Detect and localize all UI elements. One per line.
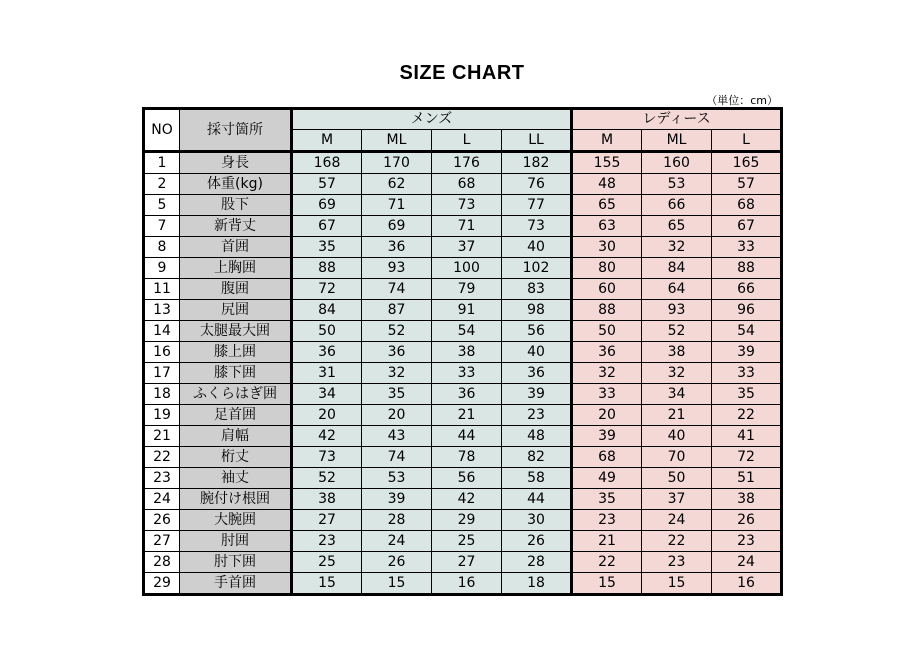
mens-value: 20	[362, 405, 432, 426]
row-number: 16	[144, 342, 180, 363]
mens-value: 40	[502, 237, 572, 258]
mens-value: 78	[432, 447, 502, 468]
ladies-value: 33	[572, 384, 642, 405]
mens-value: 25	[432, 531, 502, 552]
mens-value: 74	[362, 447, 432, 468]
ladies-value: 65	[572, 195, 642, 216]
measurement-part: 膝上囲	[180, 342, 292, 363]
mens-value: 38	[292, 489, 362, 510]
ladies-value: 20	[572, 405, 642, 426]
row-number: 1	[144, 152, 180, 174]
ladies-value: 88	[572, 300, 642, 321]
ladies-value: 23	[572, 510, 642, 531]
table-row	[144, 405, 782, 426]
table-row	[144, 279, 782, 300]
mens-value: 36	[292, 342, 362, 363]
mens-value: 36	[362, 237, 432, 258]
mens-value: 39	[502, 384, 572, 405]
ladies-value: 160	[642, 152, 712, 174]
ladies-value: 33	[712, 237, 782, 258]
ladies-value: 39	[712, 342, 782, 363]
row-number: 18	[144, 384, 180, 405]
mens-value: 48	[502, 426, 572, 447]
header-mens-size: L	[432, 130, 502, 152]
ladies-value: 26	[712, 510, 782, 531]
measurement-part: 股下	[180, 195, 292, 216]
ladies-value: 50	[572, 321, 642, 342]
measurement-part: 桁丈	[180, 447, 292, 468]
ladies-value: 88	[712, 258, 782, 279]
table-row	[144, 531, 782, 552]
ladies-value: 155	[572, 152, 642, 174]
header-ladies-group: レディース	[572, 109, 782, 130]
table-row	[144, 489, 782, 510]
mens-value: 34	[292, 384, 362, 405]
size-chart-table	[142, 107, 783, 596]
measurement-part: 膝下囲	[180, 363, 292, 384]
mens-value: 87	[362, 300, 432, 321]
mens-value: 36	[362, 342, 432, 363]
table-row	[144, 342, 782, 363]
ladies-value: 49	[572, 468, 642, 489]
measurement-part: 新背丈	[180, 216, 292, 237]
header-ladies-size: ML	[642, 130, 712, 152]
ladies-value: 53	[642, 174, 712, 195]
row-number: 2	[144, 174, 180, 195]
table-row	[144, 174, 782, 195]
mens-value: 44	[432, 426, 502, 447]
ladies-value: 68	[572, 447, 642, 468]
table-row	[144, 216, 782, 237]
mens-value: 56	[432, 468, 502, 489]
mens-value: 18	[502, 573, 572, 595]
table-row	[144, 447, 782, 468]
mens-value: 91	[432, 300, 502, 321]
ladies-value: 48	[572, 174, 642, 195]
ladies-value: 38	[642, 342, 712, 363]
row-number: 29	[144, 573, 180, 595]
ladies-value: 50	[642, 468, 712, 489]
ladies-value: 41	[712, 426, 782, 447]
measurement-part: 袖丈	[180, 468, 292, 489]
ladies-value: 60	[572, 279, 642, 300]
measurement-part: 肘下囲	[180, 552, 292, 573]
ladies-value: 22	[712, 405, 782, 426]
row-number: 17	[144, 363, 180, 384]
ladies-value: 40	[642, 426, 712, 447]
mens-value: 53	[362, 468, 432, 489]
mens-value: 69	[292, 195, 362, 216]
table-row	[144, 152, 782, 174]
mens-value: 56	[502, 321, 572, 342]
header-mens-size: ML	[362, 130, 432, 152]
ladies-value: 52	[642, 321, 712, 342]
row-number: 7	[144, 216, 180, 237]
page-title: SIZE CHART	[399, 62, 525, 84]
mens-value: 72	[292, 279, 362, 300]
row-number: 27	[144, 531, 180, 552]
ladies-value: 35	[572, 489, 642, 510]
ladies-value: 66	[712, 279, 782, 300]
ladies-value: 22	[642, 531, 712, 552]
mens-value: 76	[502, 174, 572, 195]
ladies-value: 67	[712, 216, 782, 237]
mens-value: 74	[362, 279, 432, 300]
mens-value: 44	[502, 489, 572, 510]
mens-value: 16	[432, 573, 502, 595]
mens-value: 33	[432, 363, 502, 384]
mens-value: 27	[292, 510, 362, 531]
mens-value: 26	[362, 552, 432, 573]
measurement-part: 肩幅	[180, 426, 292, 447]
mens-value: 82	[502, 447, 572, 468]
ladies-value: 64	[642, 279, 712, 300]
ladies-value: 54	[712, 321, 782, 342]
mens-value: 21	[432, 405, 502, 426]
measurement-part: 体重(kg)	[180, 174, 292, 195]
ladies-value: 16	[712, 573, 782, 595]
mens-value: 68	[432, 174, 502, 195]
table-row	[144, 573, 782, 595]
size-chart-body	[144, 152, 782, 595]
row-number: 8	[144, 237, 180, 258]
header-mens-size: LL	[502, 130, 572, 152]
mens-value: 43	[362, 426, 432, 447]
mens-value: 31	[292, 363, 362, 384]
mens-value: 30	[502, 510, 572, 531]
row-number: 23	[144, 468, 180, 489]
ladies-value: 15	[642, 573, 712, 595]
ladies-value: 165	[712, 152, 782, 174]
ladies-value: 39	[572, 426, 642, 447]
measurement-part: 足首囲	[180, 405, 292, 426]
mens-value: 52	[362, 321, 432, 342]
mens-value: 168	[292, 152, 362, 174]
table-row	[144, 384, 782, 405]
mens-value: 182	[502, 152, 572, 174]
mens-value: 25	[292, 552, 362, 573]
header-no: NO	[144, 109, 180, 152]
ladies-value: 36	[572, 342, 642, 363]
ladies-value: 96	[712, 300, 782, 321]
table-row	[144, 468, 782, 489]
mens-value: 73	[432, 195, 502, 216]
ladies-value: 15	[572, 573, 642, 595]
measurement-part: 太腿最大囲	[180, 321, 292, 342]
mens-value: 71	[362, 195, 432, 216]
ladies-value: 34	[642, 384, 712, 405]
mens-value: 35	[362, 384, 432, 405]
mens-value: 32	[362, 363, 432, 384]
measurement-part: 肘囲	[180, 531, 292, 552]
mens-value: 20	[292, 405, 362, 426]
row-number: 11	[144, 279, 180, 300]
ladies-value: 80	[572, 258, 642, 279]
mens-value: 23	[292, 531, 362, 552]
ladies-value: 24	[712, 552, 782, 573]
ladies-value: 70	[642, 447, 712, 468]
ladies-value: 37	[642, 489, 712, 510]
mens-value: 40	[502, 342, 572, 363]
row-number: 13	[144, 300, 180, 321]
mens-value: 42	[292, 426, 362, 447]
measurement-part: 腹囲	[180, 279, 292, 300]
mens-value: 42	[432, 489, 502, 510]
unit-note: （単位：cm）	[706, 94, 778, 107]
ladies-value: 65	[642, 216, 712, 237]
ladies-value: 51	[712, 468, 782, 489]
row-number: 22	[144, 447, 180, 468]
measurement-part: 尻囲	[180, 300, 292, 321]
mens-value: 83	[502, 279, 572, 300]
row-number: 9	[144, 258, 180, 279]
ladies-value: 21	[572, 531, 642, 552]
mens-value: 15	[362, 573, 432, 595]
ladies-value: 84	[642, 258, 712, 279]
row-number: 21	[144, 426, 180, 447]
mens-value: 37	[432, 237, 502, 258]
mens-value: 24	[362, 531, 432, 552]
table-row	[144, 510, 782, 531]
header-mens-group: メンズ	[292, 109, 572, 130]
mens-value: 36	[432, 384, 502, 405]
mens-value: 73	[502, 216, 572, 237]
row-number: 28	[144, 552, 180, 573]
header-mens-size: M	[292, 130, 362, 152]
measurement-part: 大腕囲	[180, 510, 292, 531]
row-number: 24	[144, 489, 180, 510]
mens-value: 36	[502, 363, 572, 384]
mens-value: 84	[292, 300, 362, 321]
mens-value: 67	[292, 216, 362, 237]
ladies-value: 32	[642, 363, 712, 384]
table-row	[144, 300, 782, 321]
ladies-value: 72	[712, 447, 782, 468]
ladies-value: 38	[712, 489, 782, 510]
mens-value: 28	[502, 552, 572, 573]
header-part: 採寸箇所	[180, 109, 292, 152]
measurement-part: 身長	[180, 152, 292, 174]
ladies-value: 68	[712, 195, 782, 216]
ladies-value: 21	[642, 405, 712, 426]
mens-value: 35	[292, 237, 362, 258]
mens-value: 26	[502, 531, 572, 552]
mens-value: 27	[432, 552, 502, 573]
measurement-part: ふくらはぎ囲	[180, 384, 292, 405]
table-row	[144, 363, 782, 384]
mens-value: 39	[362, 489, 432, 510]
measurement-part: 腕付け根囲	[180, 489, 292, 510]
mens-value: 98	[502, 300, 572, 321]
mens-value: 58	[502, 468, 572, 489]
mens-value: 102	[502, 258, 572, 279]
ladies-value: 57	[712, 174, 782, 195]
mens-value: 23	[502, 405, 572, 426]
mens-value: 100	[432, 258, 502, 279]
measurement-part: 上胸囲	[180, 258, 292, 279]
row-number: 26	[144, 510, 180, 531]
table-row	[144, 237, 782, 258]
ladies-value: 22	[572, 552, 642, 573]
ladies-value: 23	[642, 552, 712, 573]
mens-value: 62	[362, 174, 432, 195]
mens-value: 69	[362, 216, 432, 237]
mens-value: 29	[432, 510, 502, 531]
ladies-value: 23	[712, 531, 782, 552]
mens-value: 77	[502, 195, 572, 216]
mens-value: 52	[292, 468, 362, 489]
ladies-value: 35	[712, 384, 782, 405]
table-row	[144, 321, 782, 342]
header-row-groups	[144, 109, 782, 130]
mens-value: 170	[362, 152, 432, 174]
row-number: 19	[144, 405, 180, 426]
header-ladies-size: M	[572, 130, 642, 152]
mens-value: 15	[292, 573, 362, 595]
mens-value: 88	[292, 258, 362, 279]
ladies-value: 33	[712, 363, 782, 384]
mens-value: 73	[292, 447, 362, 468]
ladies-value: 32	[642, 237, 712, 258]
mens-value: 71	[432, 216, 502, 237]
mens-value: 54	[432, 321, 502, 342]
ladies-value: 93	[642, 300, 712, 321]
mens-value: 50	[292, 321, 362, 342]
row-number: 14	[144, 321, 180, 342]
mens-value: 38	[432, 342, 502, 363]
measurement-part: 手首囲	[180, 573, 292, 595]
mens-value: 28	[362, 510, 432, 531]
measurement-part: 首囲	[180, 237, 292, 258]
table-row	[144, 195, 782, 216]
table-row	[144, 552, 782, 573]
ladies-value: 66	[642, 195, 712, 216]
mens-value: 57	[292, 174, 362, 195]
table-row	[144, 426, 782, 447]
mens-value: 176	[432, 152, 502, 174]
ladies-value: 32	[572, 363, 642, 384]
mens-value: 93	[362, 258, 432, 279]
ladies-value: 24	[642, 510, 712, 531]
mens-value: 79	[432, 279, 502, 300]
header-ladies-size: L	[712, 130, 782, 152]
ladies-value: 63	[572, 216, 642, 237]
table-row	[144, 258, 782, 279]
ladies-value: 30	[572, 237, 642, 258]
row-number: 5	[144, 195, 180, 216]
